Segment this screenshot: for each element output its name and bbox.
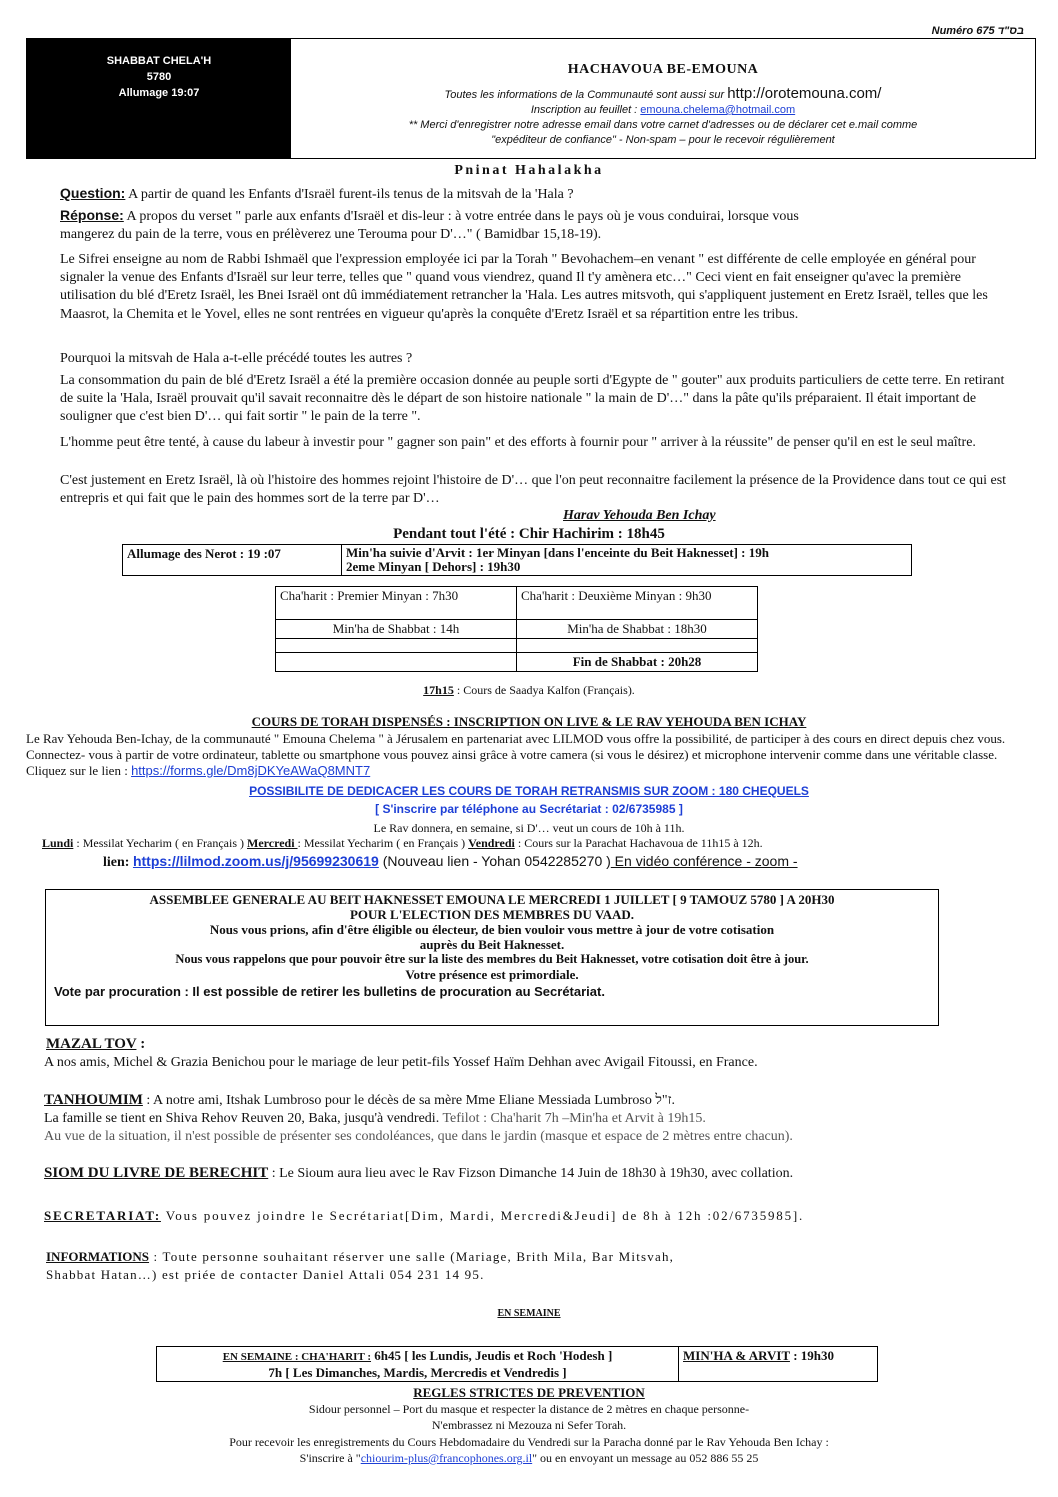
informations-text-2: Shabbat Hatan…) est priée de contacter Daniel Attali 054 231 14 95. <box>46 1267 485 1282</box>
header-box <box>26 38 1036 159</box>
zoom-line <box>103 853 798 871</box>
secretariat-line <box>44 1208 804 1224</box>
mazal-tov-colon: : <box>136 1036 146 1052</box>
assemblee-box <box>45 889 939 1026</box>
tanhoumim-text-2: La famille se tient en Shiva Rehov Reuven 20, Baka, jusqu'à vendredi. <box>44 1111 440 1126</box>
regles-line-4b: " ou en envoyant un message au 052 886 55 25 <box>532 1451 759 1465</box>
paragraph-2: Pourquoi la mitsvah de Hala a-t-elle précédé toutes les autres ? <box>60 351 413 366</box>
nerot-table <box>122 544 912 576</box>
informations-text-1: : Toute personne souhaitant réserver une salle (Mariage, Brith Mila, Bar Mitsvah, <box>149 1249 675 1264</box>
secretariat-label: SECRETARIAT: <box>44 1208 161 1223</box>
regles-line-2: N'embrassez ni Mezouza ni Sefer Torah. <box>431 1418 627 1432</box>
reponse-text-2: mangerez du pain de la terre, vous en prélèverez une Terouma pour D'…" ( Bamidbar 15,18-19). <box>60 227 602 243</box>
siom-text: : Le Sioum aura lieu avec le Rav Fizson Dimanche 14 Juin de 18h30 à 19h30, avec collation. <box>268 1166 794 1181</box>
reponse-label: Réponse: <box>60 207 124 223</box>
ete-line: Pendant tout l'été : Chir Hachirim : 18h45 <box>393 526 665 542</box>
siom-line <box>44 1165 793 1182</box>
inscription-text: Inscription au feuillet : <box>530 104 638 116</box>
tanhoumim-line-2 <box>44 1111 706 1127</box>
informations-block <box>46 1248 674 1284</box>
issue-number: Numéro 675 בס"ד <box>931 25 1024 37</box>
vendredi-label: Vendredi <box>468 836 515 850</box>
info-text: Toutes les informations de la Communauté sont aussi sur <box>444 89 725 101</box>
empty-cell <box>276 653 517 672</box>
video-text: En vidéo conférence - zoom - <box>610 853 798 869</box>
question-line <box>60 184 1010 204</box>
section-title-pninat: Pninat Hahalakha <box>454 163 604 178</box>
cours-time: 17h15 <box>423 683 454 697</box>
chiourim-email-link[interactable]: chiourim-plus@francophones.org.il <box>360 1451 533 1465</box>
lundi-text: : Messilat Yecharim ( en Français ) <box>73 836 244 850</box>
minha-shabbat-2: Min'ha de Shabbat : 18h30 <box>517 620 758 639</box>
question-label: Question: <box>60 185 126 201</box>
semaine-cell <box>157 1347 679 1382</box>
candle-lighting: Allumage 19:07 <box>118 87 200 99</box>
cours-torah-text: Le Rav Yehouda Ben-Ichay, de la communauté " Emouna Chelema " à Jérusalem en partenariat avec LILMOD vous offre la possibilité, de participer à des cours en direct depuis chez vous. Connectez- vous à partir de votre ordinateur, tablette ou smartphone vous pouvez ainsi grâce à votre camera (si vous le désirez) et microphone intervenir comme dans une véritable classe. Cliquez sur le lien : <box>26 731 1006 778</box>
vendredi-text: : Cours sur la Parachat Hachavoua de 11h15 à 12h. <box>514 836 763 850</box>
minha-semaine-label: MIN'HA & ARVIT <box>683 1348 790 1363</box>
secretariat-text: Vous pouvez joindre le Secrétariat[Dim, Mardi, Mercredi&Jeudi] de 8h à 12h :02/6735985]. <box>160 1208 805 1223</box>
paragraph-3: La consommation du pain de blé d'Eretz Israël a été la première occasion donnée au peuple sorti d'Egypte de " gouter" aux produits particuliers de cette terre. En retirant de suite la 'Hala, Israël prouvait qu'il savait reconnaitre dès le départ de son histoire nationale " la main de D'…" dans la pâte qu'ils préparaient. Il était important de souligner que c'est bien D'… qui fait sortir " le pain de la terre ". <box>60 373 1005 425</box>
assemblee-line-5: Nous vous rappelons que pour pouvoir être sur la liste des membres du Beit Haknesset, votre cotisation doit être à jour. <box>175 952 809 966</box>
empty-cell <box>276 639 517 653</box>
semaine-time-2: 7h [ Les Dimanches, Mardis, Mercredis et Vendredis ] <box>268 1365 567 1380</box>
newsletter-title: HACHAVOUA BE-EMOUNA <box>567 62 759 77</box>
assemblee-line-6: Votre présence est primordiale. <box>405 967 579 982</box>
form-link[interactable]: https://forms.gle/Dm8jDKYeAWaQ8MNT7 <box>131 763 371 778</box>
inscription-line <box>291 103 1035 118</box>
mazal-tov-text: A nos amis, Michel & Grazia Benichou pour le mariage de leur petit-fils Yossef Haïm Dehhan avec Avigail Fitoussi, en France. <box>44 1055 758 1070</box>
reponse-block <box>60 206 1010 244</box>
shacharit-2: Cha'harit : Deuxième Minyan : 9h30 <box>517 587 758 620</box>
semaine-table <box>156 1346 878 1382</box>
nerot-cell: Allumage des Nerot : 19 :07 <box>123 545 342 576</box>
minha-line-2: 2eme Minyan [ Dehors] : 19h30 <box>346 559 521 574</box>
tanhoumim-text: : A notre ami, Itshak Lumbroso pour le décès de sa mère Mme Eliane Messiada Lumbroso ז"ל. <box>142 1093 675 1108</box>
regles-title: REGLES STRICTES DE PREVENTION <box>413 1385 645 1400</box>
paragraph-1: Le Sifrei enseigne au nom de Rabbi Ishmaël que l'expression employée ici par la Torah " Bevohachem–en venant " est différente de celle employée en général pour signaler la venue des Enfants d'Israël sur leur terre, telles que " quand vous viendrez, quand Il t'y amènera etc…" Ceci vient en fait enseigner qu'avec la première utilisation du blé d'Eretz Israël, les Bnei Israël ont dû immédiatement retrancher la 'Hala. Les autres mitsvoth, qui s'appliquent justement en Eretz Israël, telles que les Maasrot, la Chemita et le Yovel, elles ne sont rentrées en vigueur qu'après la conquête d'Eretz Israël et sa répartition entre les tribus. <box>60 252 988 322</box>
assemblee-line-7: Vote par procuration : Il est possible de retirer les bulletins de procuration au Secrétariat. <box>54 984 605 999</box>
shacharit-1: Cha'harit : Premier Minyan : 7h30 <box>276 587 517 620</box>
tefilot-text: Tefilot : Cha'harit 7h –Min'ha et Arvit à 19h15. <box>439 1111 706 1126</box>
semaine-cours-line: Le Rav donnera, en semaine, si D'… veut un cours de 10h à 11h. <box>373 821 685 835</box>
note-line-1: ** Merci d'enregistrer notre adresse email dans votre carnet d'adresses ou de déclarer cet e.mail comme <box>408 119 918 131</box>
minha-arvit-cell <box>342 545 912 576</box>
tanhoumim-label: TANHOUMIM <box>44 1092 143 1108</box>
mazal-tov-heading <box>46 1036 145 1053</box>
author: Harav Yehouda Ben Ichay <box>563 508 716 523</box>
assemblee-line-1: ASSEMBLEE GENERALE AU BEIT HAKNESSET EMOUNA LE MERCREDI 1 JUILLET [ 9 TAMOUZ 5780 ] A 20H30 <box>149 892 835 907</box>
mercredi-text: : Messilat Yecharim ( en Français ) <box>297 836 466 850</box>
days-line <box>42 836 763 851</box>
cours-torah-body <box>26 731 1020 779</box>
assemblee-line-3: Nous vous prions, afin d'être éligible ou électeur, de bien vouloir vous mettre à jour de votre cotisation <box>209 922 775 937</box>
lien-label: lien: <box>103 855 133 870</box>
regles-line-4 <box>0 1451 1058 1466</box>
zoom-link[interactable]: https://lilmod.zoom.us/j/95699230619 <box>132 853 379 869</box>
minha-semaine-cell <box>679 1347 878 1382</box>
note-line-2: "expéditeur de confiance" - Non-spam – pour le recevoir régulièrement <box>491 134 835 146</box>
lundi-label: Lundi <box>42 836 74 850</box>
zoom-after: (Nouveau lien - Yohan 0542285270 ) <box>378 853 611 869</box>
regles-line-4a: S'inscrire à " <box>299 1451 361 1465</box>
minha-shabbat-1: Min'ha de Shabbat : 14h <box>276 620 517 639</box>
assemblee-line-2: POUR L'ELECTION DES MEMBRES DU VAAD. <box>349 907 635 922</box>
en-semaine-heading: EN SEMAINE <box>497 1308 561 1319</box>
tanhoumim-line-3: Au vue de la situation, il n'est possible de présenter ses condoléances, que dans le jardin (masque et espace de 2 mètres entre chacun). <box>44 1129 793 1144</box>
mercredi-label: Mercredi <box>247 836 298 850</box>
reponse-text-1: A propos du verset " parle aux enfants d'Israël et dis-leur : à votre entrée dans le pays où je vous conduirai, lorsque vous <box>123 209 799 224</box>
header-text <box>291 39 1035 148</box>
email-link[interactable]: emouna.chelema@hotmail.com <box>640 104 796 116</box>
mazal-tov-label: MAZAL TOV <box>46 1036 137 1052</box>
dedicace-link[interactable]: POSSIBILITE DE DEDICACER LES COURS DE TORAH RETRANSMIS SUR ZOOM : 180 CHEQUELS <box>249 784 809 798</box>
site-link[interactable]: http://orotemouna.com/ <box>727 85 882 102</box>
informations-label: INFORMATIONS <box>46 1249 150 1264</box>
cours-line <box>0 683 1058 698</box>
tanhoumim-line <box>44 1092 675 1109</box>
semaine-line-1 <box>161 1348 674 1365</box>
inscrire-line: [ S'inscrire par téléphone au Secrétariat : 02/6735985 ] <box>375 802 683 816</box>
shabbat-table <box>275 586 758 672</box>
minha-semaine-time: : 19h30 <box>789 1348 834 1363</box>
cours-torah-title: COURS DE TORAH DISPENSÉS : INSCRIPTION ON LIVE & LE RAV YEHOUDA BEN ICHAY <box>251 714 807 729</box>
regles-line-3: Pour recevoir les enregistrements du Cours Hebdomadaire du Vendredi sur la Paracha donné par le Rav Yehouda Ben Ichay : <box>229 1435 829 1449</box>
regles-line-1: Sidour personnel – Port du masque et respecter la distance de 2 mètres en chaque personne- <box>308 1402 750 1416</box>
semaine-time-1: 6h45 [ les Lundis, Jeudis et Roch 'Hodesh ] <box>371 1348 613 1363</box>
paragraph-5: C'est justement en Eretz Israël, là où l'histoire des hommes rejoint l'histoire de D'… que l'on peut reconnaitre facilement la présence de la Providence dans tout ce qui est entrepris et qui fait que le pain des hommes sort de la terre par D'… <box>60 473 1007 507</box>
empty-cell <box>517 639 758 653</box>
info-line <box>291 86 1035 103</box>
minha-line-1: Min'ha suivie d'Arvit : 1er Minyan [dans l'enceinte du Beit Haknesset] : 19h <box>346 545 769 560</box>
shabbat-name: SHABBAT CHELA'H <box>106 55 212 67</box>
siom-label: SIOM DU LIVRE DE BERECHIT <box>44 1165 269 1181</box>
question-text: A partir de quand les Enfants d'Israël furent-ils tenus de la mitsvah de la 'Hala ? <box>125 187 574 202</box>
paragraph-4: L'homme peut être tenté, à cause du labeur à investir pour " gagner son pain" et des efforts à fournir pour " arriver à la réussite" de penser qu'il en est le seul maître. <box>60 435 976 450</box>
semaine-label: EN SEMAINE : CHA'HARIT : <box>222 1351 372 1363</box>
fin-shabbat: Fin de Shabbat : 20h28 <box>517 653 758 672</box>
year: 5780 <box>146 71 172 83</box>
cours-text: : Cours de Saadya Kalfon (Français). <box>453 683 635 697</box>
shabbat-info-cell <box>27 39 291 158</box>
assemblee-line-4: auprès du Beit Haknesset. <box>419 937 565 952</box>
